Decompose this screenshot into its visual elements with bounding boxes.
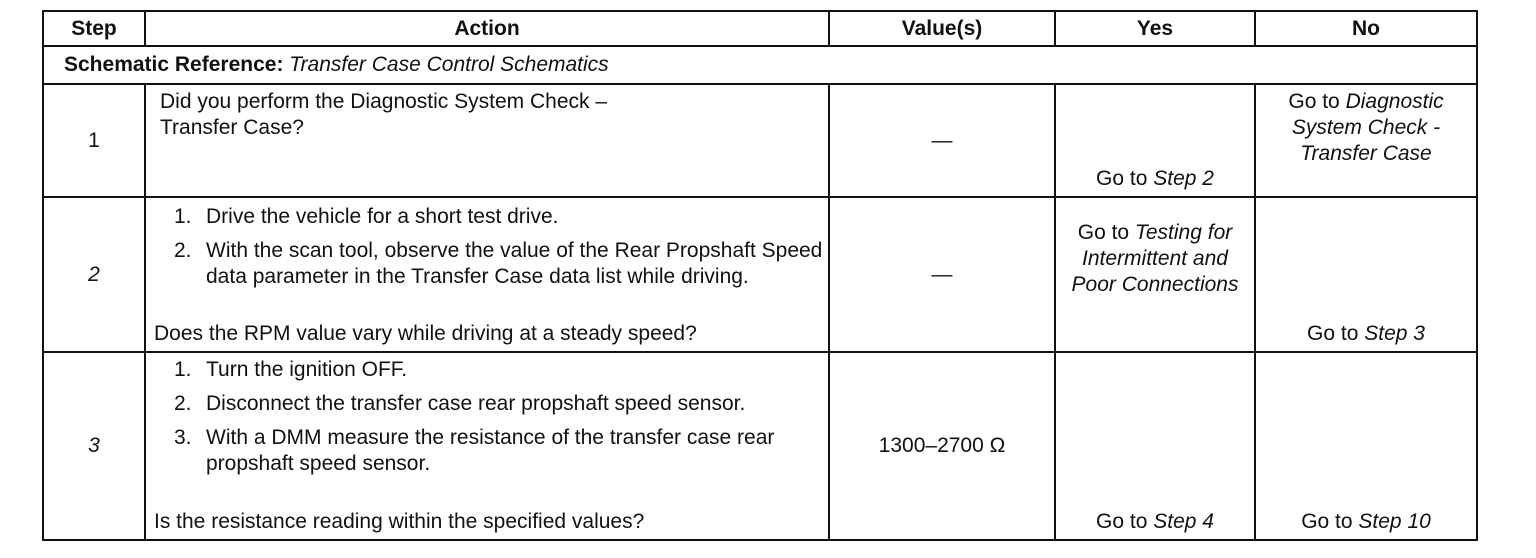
- list-item: [146, 204, 828, 230]
- step-number: 1: [43, 84, 145, 197]
- yes-link-testing-intermittent[interactable]: Poor Connections: [1071, 273, 1239, 296]
- value-cell: —: [829, 84, 1055, 197]
- list-item-text: With a DMM measure the resistance of the transfer case rear propshaft speed sensor.: [206, 426, 775, 475]
- no-cell: [1255, 84, 1477, 197]
- step-number: 2: [43, 197, 145, 352]
- no-cell: [1255, 352, 1477, 540]
- yes-link-step-4[interactable]: Step 4: [1153, 510, 1214, 533]
- header-step: Step: [43, 11, 145, 46]
- list-item-text: Disconnect the transfer case rear propshaft speed sensor.: [206, 392, 746, 415]
- no-prefix: Go to: [1307, 322, 1359, 345]
- action-cell: [145, 84, 829, 197]
- yes-link-testing-intermittent[interactable]: Testing for: [1134, 221, 1233, 244]
- no-link-step-10[interactable]: Step 10: [1358, 510, 1431, 533]
- list-item-number: 1.: [174, 358, 192, 381]
- action-cell: [145, 352, 829, 540]
- schematic-reference-row: [43, 46, 1477, 84]
- header-no: No: [1255, 11, 1477, 46]
- header-row: [43, 11, 1477, 46]
- list-item-text: Drive the vehicle for a short test drive.: [206, 205, 559, 228]
- no-prefix: Go to: [1288, 90, 1340, 113]
- header-values: Value(s): [829, 11, 1055, 46]
- list-item: [146, 357, 828, 383]
- step-number: 3: [43, 352, 145, 540]
- yes-prefix: Go to: [1077, 221, 1130, 244]
- no-link-step-3[interactable]: Step 3: [1364, 322, 1425, 345]
- value-cell: —: [829, 197, 1055, 352]
- list-item-number: 2.: [174, 392, 192, 415]
- value-cell: 1300–2700 Ω: [829, 352, 1055, 540]
- action-question: Is the resistance reading within the specified values?: [154, 510, 645, 533]
- action-text-line: Transfer Case?: [160, 116, 304, 139]
- list-item: [146, 391, 828, 417]
- yes-link-testing-intermittent[interactable]: Intermittent and: [1082, 247, 1228, 270]
- action-question: Does the RPM value vary while driving at a steady speed?: [154, 322, 697, 345]
- no-prefix: Go to: [1301, 510, 1353, 533]
- yes-cell: [1055, 197, 1255, 352]
- table-row-step-3: [43, 352, 1477, 540]
- list-item-number: 2.: [174, 239, 192, 262]
- header-yes: Yes: [1055, 11, 1255, 46]
- action-text-line: Did you perform the Diagnostic System Check –: [160, 90, 608, 113]
- schematic-reference: [43, 46, 1477, 84]
- list-item-number: 1.: [174, 205, 192, 228]
- reference-label: Schematic Reference:: [64, 53, 284, 76]
- yes-cell: [1055, 84, 1255, 197]
- list-item-text: With the scan tool, observe the value of the Rear Propshaft Speed data parameter in the Transfer Case data list while driving.: [206, 239, 823, 288]
- list-item: [146, 425, 828, 477]
- action-list: [146, 198, 828, 290]
- action-cell: [145, 197, 829, 352]
- no-cell: [1255, 197, 1477, 352]
- no-link-diagnostic-system-check[interactable]: Diagnostic: [1345, 90, 1444, 113]
- list-item-number: 3.: [174, 426, 192, 449]
- action-list: [146, 353, 828, 477]
- yes-cell: [1055, 352, 1255, 540]
- list-item-text: Turn the ignition OFF.: [206, 358, 408, 381]
- list-item: [146, 238, 828, 290]
- yes-link-step-2[interactable]: Step 2: [1153, 167, 1214, 190]
- reference-link[interactable]: Transfer Case Control Schematics: [289, 53, 609, 76]
- diagnostic-table: [42, 10, 1478, 541]
- no-link-diagnostic-system-check[interactable]: Transfer Case: [1300, 142, 1432, 165]
- no-link-diagnostic-system-check[interactable]: System Check -: [1291, 116, 1441, 139]
- table-row-step-2: [43, 197, 1477, 352]
- yes-prefix: Go to: [1096, 510, 1148, 533]
- header-action: Action: [145, 11, 829, 46]
- yes-prefix: Go to: [1096, 167, 1148, 190]
- table-row-step-1: [43, 84, 1477, 197]
